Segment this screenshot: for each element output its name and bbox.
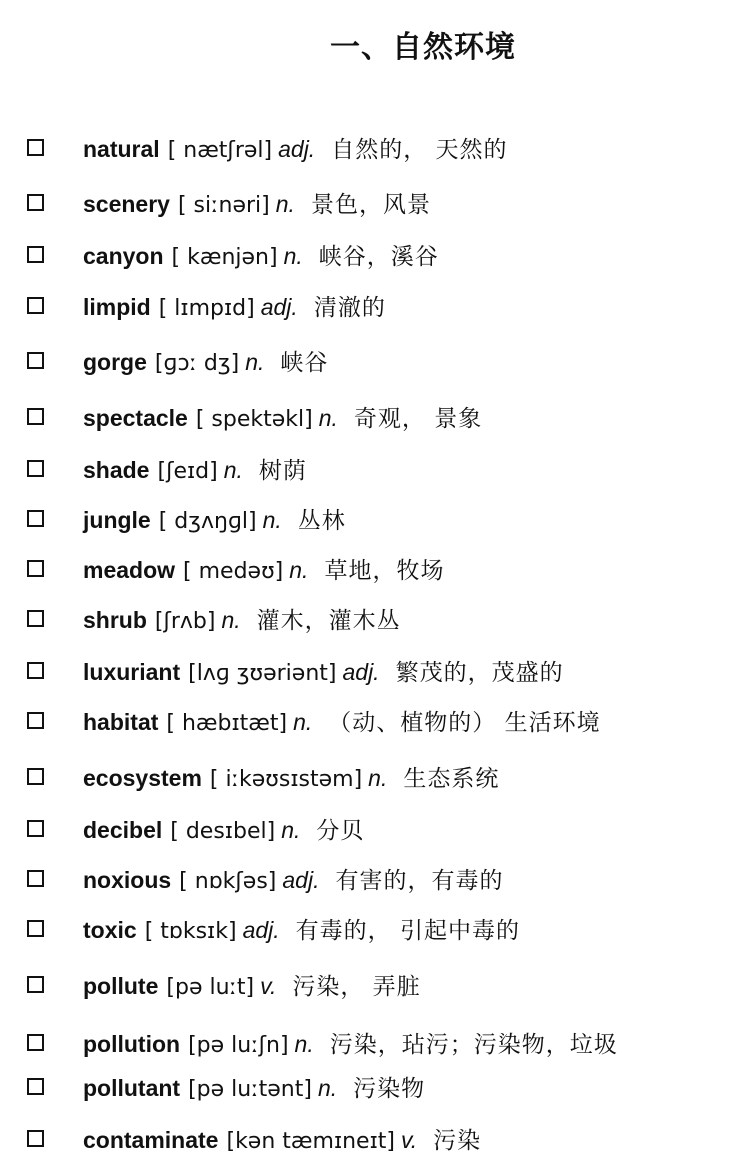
vocab-word: meadow (83, 557, 176, 583)
vocab-word: decibel (83, 817, 163, 843)
vocab-word: limpid (83, 294, 151, 320)
vocab-word: canyon (83, 243, 164, 269)
vocab-entry (0, 760, 754, 796)
vocab-meaning: 分贝 (316, 818, 365, 844)
vocab-part-of-speech: n. (293, 709, 313, 735)
checkbox[interactable] (27, 768, 44, 785)
vocab-entry-content (83, 400, 482, 438)
vocab-word: toxic (83, 917, 137, 943)
vocab-entry-content (83, 238, 439, 276)
vocab-word: ecosystem (83, 765, 202, 791)
vocab-phonetic: [ medəʊ] (183, 559, 284, 584)
vocab-part-of-speech: v. (260, 973, 277, 999)
vocab-phonetic: [ spektəkl] (195, 407, 313, 432)
vocab-word: pollutant (83, 1075, 181, 1101)
vocab-meaning: （动、植物的） 生活环境 (328, 710, 601, 736)
vocab-entry-content (83, 131, 508, 169)
vocab-phonetic: [ nætʃrəl] (167, 138, 273, 163)
vocab-phonetic: [lʌɡ ʒʊəriənt] (188, 661, 337, 686)
vocab-meaning: 丛林 (297, 508, 346, 534)
vocab-phonetic: [ desɪbel] (170, 819, 276, 844)
vocab-word: pollution (83, 1031, 181, 1057)
vocab-phonetic: [ kænjən] (171, 245, 278, 270)
vocab-entry (0, 654, 754, 690)
vocab-entry (0, 552, 754, 588)
checkbox[interactable] (27, 662, 44, 679)
vocab-phonetic: [ tɒksɪk] (144, 919, 237, 944)
checkbox[interactable] (27, 560, 44, 577)
checkbox[interactable] (27, 920, 44, 937)
vocab-meaning: 峡谷，溪谷 (318, 244, 439, 270)
vocab-word: shrub (83, 607, 147, 633)
checkbox[interactable] (27, 510, 44, 527)
vocab-part-of-speech: n. (289, 557, 309, 583)
vocab-meaning: 繁茂的，茂盛的 (395, 660, 564, 686)
vocab-entry-content (83, 552, 444, 590)
checkbox[interactable] (27, 297, 44, 314)
vocab-phonetic: [ʃrʌb] (154, 609, 216, 634)
vocab-phonetic: [pə luːt] (166, 975, 255, 1000)
vocab-entry-content (83, 289, 386, 327)
vocab-word: gorge (83, 349, 147, 375)
vocab-entry (0, 602, 754, 638)
vocab-part-of-speech: n. (368, 765, 388, 791)
vocab-entry (0, 912, 754, 948)
vocab-entry-content (83, 760, 499, 798)
vocab-entry-content (83, 186, 431, 224)
vocab-part-of-speech: n. (223, 457, 243, 483)
vocab-word: shade (83, 457, 150, 483)
vocab-entry-content (83, 502, 346, 540)
checkbox[interactable] (27, 870, 44, 887)
vocab-entry (0, 704, 754, 740)
vocab-phonetic: [ nɒkʃəs] (179, 869, 277, 894)
vocab-part-of-speech: adj. (260, 294, 298, 320)
checkbox[interactable] (27, 1130, 44, 1147)
vocab-entry-content (83, 704, 601, 742)
vocab-phonetic: [ɡɔː dʒ] (154, 351, 240, 376)
vocab-entry-content (83, 602, 401, 640)
vocab-entry-content (83, 1070, 425, 1108)
vocab-word: pollute (83, 973, 159, 999)
vocab-entry (0, 1070, 754, 1106)
vocab-part-of-speech: n. (245, 349, 265, 375)
vocab-meaning: 树荫 (258, 458, 307, 484)
vocab-entry-content (83, 452, 307, 490)
vocab-word: habitat (83, 709, 159, 735)
vocab-phonetic: [ iːkəʊsɪstəm] (209, 767, 363, 792)
vocab-word: spectacle (83, 405, 188, 431)
vocab-part-of-speech: n. (294, 1031, 314, 1057)
vocab-word: jungle (83, 507, 151, 533)
checkbox[interactable] (27, 1078, 44, 1095)
checkbox[interactable] (27, 408, 44, 425)
vocab-phonetic: [kən tæmɪneɪt] (226, 1129, 395, 1154)
vocab-meaning: 有害的，有毒的 (335, 868, 504, 894)
checkbox[interactable] (27, 976, 44, 993)
vocab-meaning: 奇观， 景象 (353, 406, 483, 432)
vocab-phonetic: [ hæbɪtæt] (166, 711, 288, 736)
vocab-entry-content (83, 912, 520, 950)
vocab-meaning: 清澈的 (313, 295, 386, 321)
checkbox[interactable] (27, 460, 44, 477)
checkbox[interactable] (27, 712, 44, 729)
vocab-entry (0, 452, 754, 488)
vocab-phonetic: [pə luːʃn] (188, 1033, 289, 1058)
vocab-entry (0, 968, 754, 1004)
vocab-part-of-speech: n. (281, 817, 301, 843)
vocab-part-of-speech: n. (275, 191, 295, 217)
checkbox[interactable] (27, 352, 44, 369)
vocab-meaning: 污染 (433, 1128, 482, 1154)
checkbox[interactable] (27, 194, 44, 211)
vocab-phonetic: [ dʒʌŋɡl] (158, 509, 257, 534)
vocab-word: noxious (83, 867, 172, 893)
vocab-word: contaminate (83, 1127, 219, 1153)
vocab-entry-content (83, 968, 421, 1006)
vocab-part-of-speech: n. (221, 607, 241, 633)
vocab-part-of-speech: adj. (282, 867, 320, 893)
vocab-meaning: 有毒的， 引起中毒的 (295, 918, 520, 944)
vocab-part-of-speech: adj. (242, 917, 280, 943)
checkbox[interactable] (27, 610, 44, 627)
vocab-entry-content (83, 654, 564, 692)
vocab-meaning: 灌木，灌木丛 (256, 608, 401, 634)
vocab-entry-content (83, 344, 328, 382)
vocab-phonetic: [ siːnəri] (177, 193, 270, 218)
vocab-word: natural (83, 136, 160, 162)
vocab-meaning: 自然的， 天然的 (331, 137, 508, 163)
vocab-phonetic: [pə luːtənt] (188, 1077, 312, 1102)
vocab-meaning: 峡谷 (280, 350, 329, 376)
page-title-text: 一、自然环境 (330, 30, 516, 65)
vocab-entry (0, 289, 754, 325)
vocab-part-of-speech: adj. (342, 659, 380, 685)
checkbox[interactable] (27, 246, 44, 263)
vocab-entry-content (83, 862, 503, 900)
vocab-entry (0, 344, 754, 380)
vocab-meaning: 污染物 (353, 1076, 426, 1102)
vocab-entry (0, 1122, 754, 1158)
vocab-entry (0, 400, 754, 436)
vocab-entry (0, 186, 754, 222)
vocab-part-of-speech: v. (400, 1127, 418, 1153)
vocab-meaning: 景色，风景 (310, 192, 431, 218)
vocab-entry (0, 862, 754, 898)
checkbox[interactable] (27, 820, 44, 837)
vocab-meaning: 污染，玷污；污染物，垃圾 (329, 1032, 618, 1058)
vocab-word: luxuriant (83, 659, 181, 685)
vocab-part-of-speech: adj. (278, 136, 316, 162)
vocab-entry (0, 131, 754, 167)
vocab-entry (0, 502, 754, 538)
vocab-meaning: 污染， 弄脏 (292, 974, 421, 1000)
vocab-meaning: 生态系统 (403, 766, 500, 792)
vocab-part-of-speech: n. (318, 405, 338, 431)
vocab-entry (0, 1026, 754, 1062)
vocab-part-of-speech: n. (317, 1075, 338, 1101)
vocab-meaning: 草地，牧场 (324, 558, 445, 584)
vocab-word: scenery (83, 191, 170, 217)
vocab-phonetic: [ʃeɪd] (157, 459, 218, 484)
checkbox[interactable] (27, 1034, 44, 1051)
vocab-entry-content (83, 1026, 618, 1064)
vocab-phonetic: [ lɪmpɪd] (158, 296, 255, 321)
vocab-entry-content (83, 1122, 481, 1160)
vocab-part-of-speech: n. (262, 507, 282, 533)
checkbox[interactable] (27, 139, 44, 156)
page-title (0, 22, 754, 66)
vocab-entry-content (83, 812, 364, 850)
vocab-entry (0, 812, 754, 848)
vocab-entry (0, 238, 754, 274)
vocab-part-of-speech: n. (283, 243, 303, 269)
